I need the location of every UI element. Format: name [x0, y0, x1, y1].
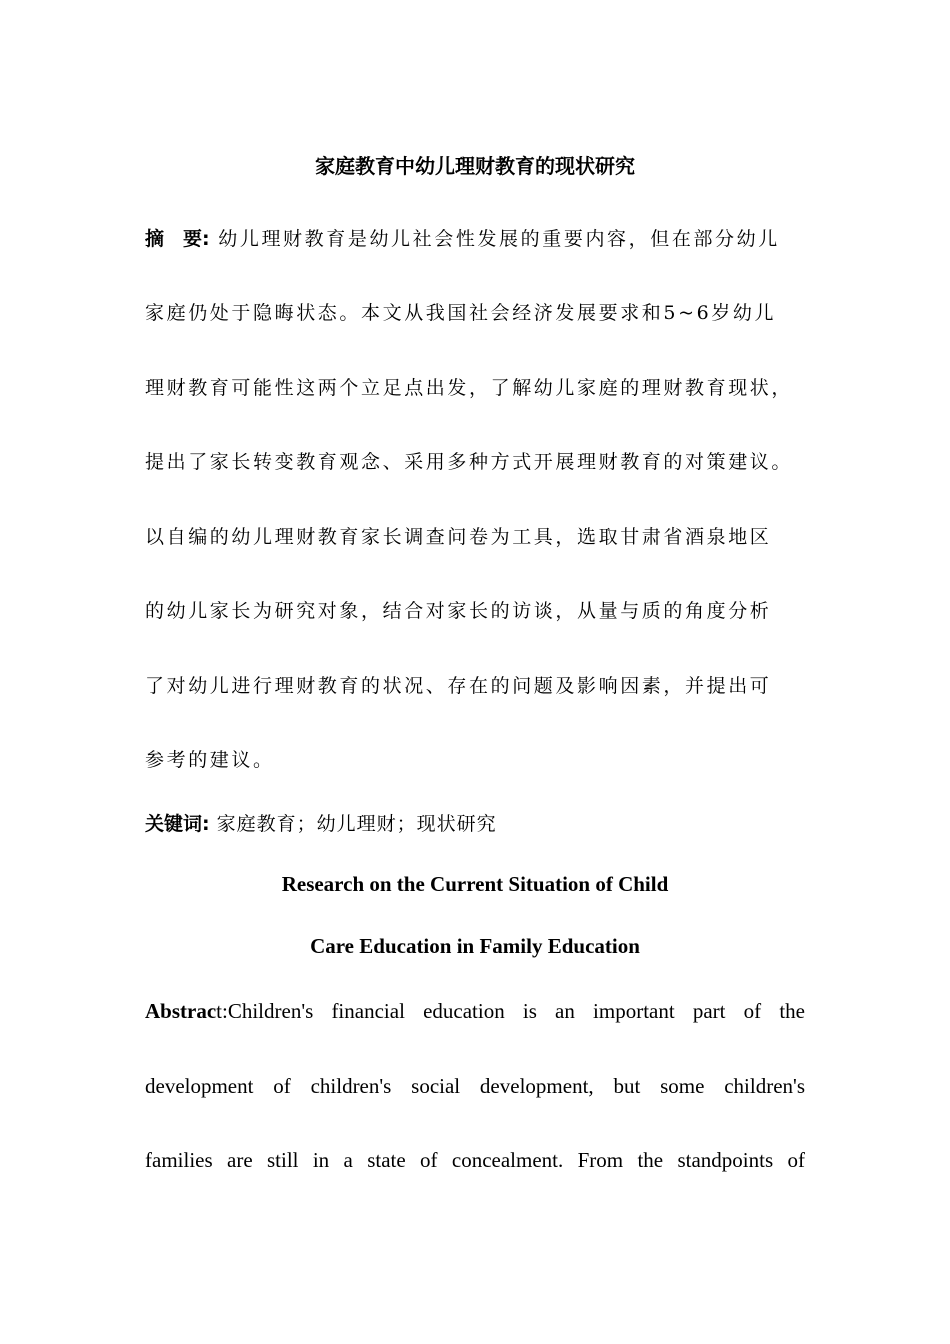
abstract-cn-text: 幼儿理财教育是幼儿社会性发展的重要内容，但在部分幼儿 — [218, 228, 780, 250]
abstract-en-text: Children's financial education is an important part of the — [227, 999, 805, 1023]
english-title-line-1: Research on the Current Situation of Child — [281, 872, 669, 896]
abstract-cn-line-5: 以自编的幼儿理财教育家长调查问卷为工具，选取甘肃省酒泉地区 — [145, 526, 772, 548]
keywords-cn-label: 关键词: — [145, 813, 210, 835]
abstract-cn-line-4: 提出了家长转变教育观念、采用多种方式开展理财教育的对策建议。 — [145, 451, 794, 473]
abstract-cn-line-8: 参考的建议。 — [145, 749, 275, 771]
chinese-title: 家庭教育中幼儿理财教育的现状研究 — [315, 154, 635, 178]
abstract-cn-label: 摘 要: — [145, 228, 210, 250]
abstract-en-line-1 — [145, 997, 805, 1025]
keywords-cn — [145, 810, 825, 838]
abstract-cn-line-1 — [145, 225, 825, 253]
abstract-cn-line-2: 家庭仍处于隐晦状态。本文从我国社会经济发展要求和5~6岁幼儿 — [145, 302, 777, 324]
abstract-en-label: Abstrac — [145, 999, 217, 1023]
abstract-en-line-2: development of children's social development, but some children's — [145, 1074, 805, 1098]
abstract-cn-line-3: 理财教育可能性这两个立足点出发，了解幼儿家庭的理财教育现状， — [145, 377, 794, 399]
abstract-en-label-rest: t: — [216, 999, 228, 1023]
keywords-cn-text: 家庭教育；幼儿理财；现状研究 — [216, 813, 497, 835]
english-title-line-2: Care Education in Family Education — [310, 934, 640, 958]
abstract-cn-line-7: 了对幼儿进行理财教育的状况、存在的问题及影响因素，并提出可 — [145, 675, 772, 697]
abstract-cn-line-6: 的幼儿家长为研究对象，结合对家长的访谈，从量与质的角度分析 — [145, 600, 772, 622]
abstract-en-line-3: families are still in a state of concealment. From the standpoints of — [145, 1148, 805, 1172]
